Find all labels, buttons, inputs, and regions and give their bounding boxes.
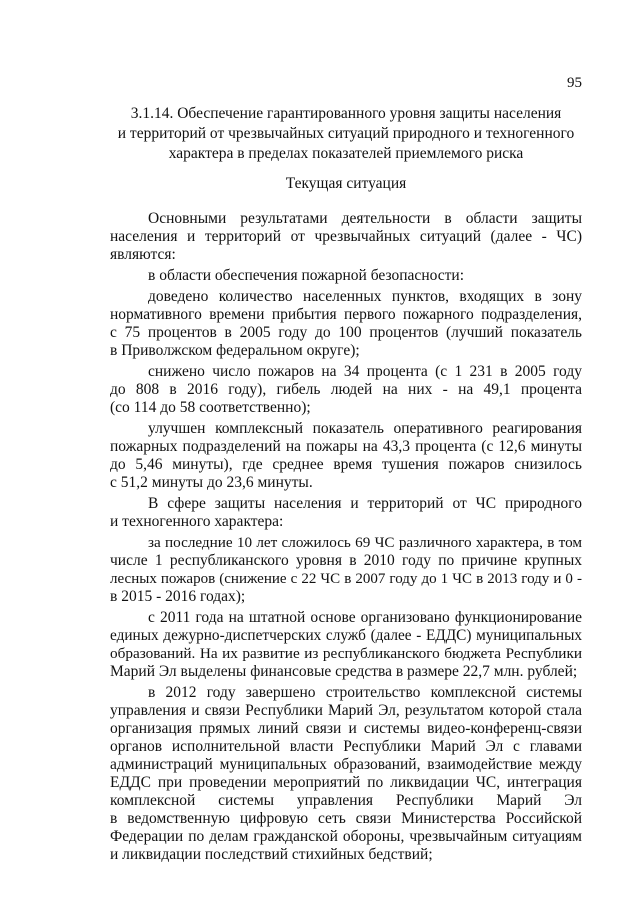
text-line: образований. На их развитие из республиканского бюджета Республики <box>110 645 582 662</box>
text-line: управления и связи Республики Марий Эл, результатом которой стала <box>110 702 582 719</box>
text-line: населения и территорий от чрезвычайных ситуаций (далее - ЧС) <box>110 228 582 245</box>
page-number: 95 <box>567 75 582 91</box>
text-line: ЕДДС при проведении мероприятий по ликвидации ЧС, интеграция <box>110 774 582 791</box>
text-line: в 2015 - 2016 годах); <box>110 588 246 605</box>
text-line: единых дежурно-диспетчерских служб (далее - ЕДДС) муниципальных <box>110 627 582 644</box>
paragraph <box>110 495 582 531</box>
text-line: с 2011 года на штатной основе организовано функционирование <box>148 609 582 626</box>
heading-line: 3.1.14. Обеспечение гарантированного уровня защиты населения <box>130 105 562 122</box>
subheading-current-situation: Текущая ситуация <box>285 175 407 192</box>
paragraph <box>110 267 582 285</box>
body-text <box>110 210 582 867</box>
text-line: Федерации по делам гражданской обороны, чрезвычайным ситуациям <box>110 828 582 845</box>
text-line: с 51,2 минуты до 23,6 минуты. <box>110 474 313 491</box>
text-line: и ликвидации последствий стихийных бедствий; <box>110 846 433 863</box>
paragraph <box>110 288 582 360</box>
text-line: Марий Эл выделены финансовые средства в размере 22,7 млн. рублей; <box>110 663 578 680</box>
text-line: за последние 10 лет сложилось 69 ЧС различного характера, в том <box>148 534 582 551</box>
text-line: снижено число пожаров на 34 процента (с 1 231 в 2005 году <box>148 363 582 380</box>
text-line: являются: <box>110 246 176 263</box>
text-line: В сфере защиты населения и территорий от ЧС природного <box>148 495 582 512</box>
text-line: и техногенного характера: <box>110 513 284 530</box>
text-line: организация прямых линий связи и системы видео-конференц-связи <box>110 720 582 737</box>
text-line: в области обеспечения пожарной безопасности: <box>148 267 465 284</box>
section-heading <box>110 104 582 164</box>
text-line: комплексной системы управления Республики Марий Эл <box>110 792 582 809</box>
text-line: нормативного времени прибытия первого пожарного подразделения, <box>110 306 582 323</box>
text-line: органов исполнительной власти Республики Марий Эл с главами <box>110 738 582 755</box>
text-line: с 75 процентов в 2005 году до 100 процентов (лучший показатель <box>110 324 582 341</box>
text-line: администраций муниципальных образований, взаимодействие между <box>110 756 582 773</box>
text-line: до 808 в 2016 году), гибель людей на них - на 49,1 процента <box>110 381 582 398</box>
heading-line: характера в пределах показателей приемлемого риска <box>168 145 524 162</box>
heading-line: и территорий от чрезвычайных ситуаций природного и техногенного <box>117 125 575 142</box>
text-line: в Приволжском федеральном округе); <box>110 342 360 359</box>
paragraph <box>110 609 582 681</box>
text-line: лесных пожаров (снижение с 22 ЧС в 2007 году до 1 ЧС в 2013 году и 0 - <box>110 571 582 587</box>
text-line: доведено количество населенных пунктов, входящих в зону <box>148 288 582 305</box>
text-line: (со 114 до 58 соответственно); <box>110 399 311 416</box>
text-line: до 5,46 минуты), где среднее время тушения пожаров снизилось <box>110 456 582 473</box>
text-line: в 2012 году завершено строительство комплексной системы <box>148 684 582 701</box>
text-line: числе 1 республиканского уровня в 2010 году по причине крупных <box>110 552 582 569</box>
text-line: в ведомственную цифровую сеть связи Министерства Российской <box>110 810 582 827</box>
text-line: улучшен комплексный показатель оперативного реагирования <box>148 420 582 437</box>
paragraph <box>110 363 582 417</box>
paragraph <box>110 420 582 492</box>
paragraph <box>110 534 582 606</box>
text-line: пожарных подразделений на пожары на 43,3 процента (с 12,6 минуты <box>110 438 582 455</box>
paragraph <box>110 210 582 264</box>
paragraph <box>110 684 582 864</box>
text-line: Основными результатами деятельности в области защиты <box>148 210 582 227</box>
